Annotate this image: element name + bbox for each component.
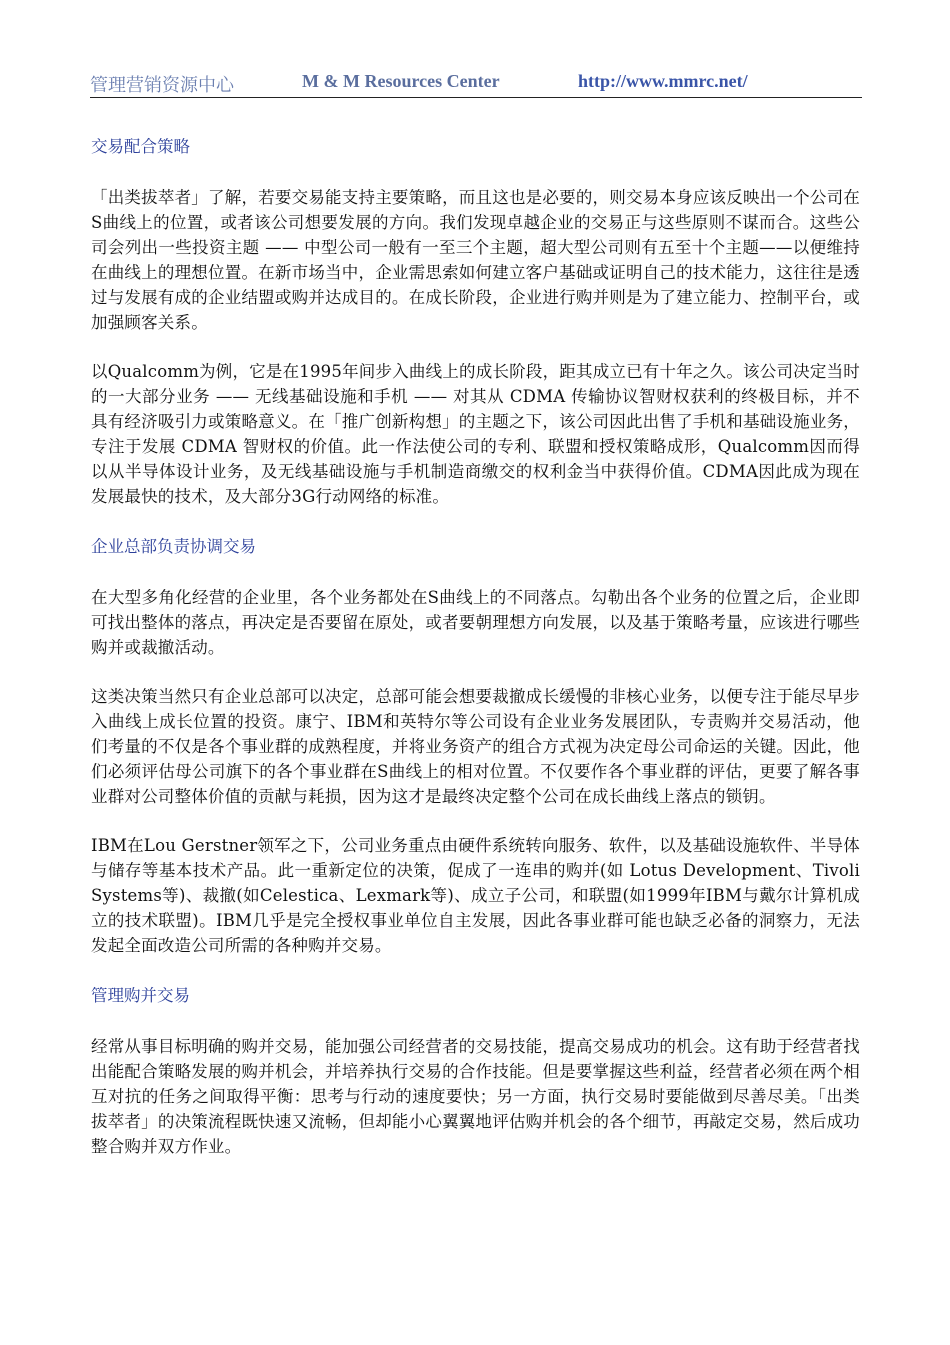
paragraph: 「出类拔萃者」了解，若要交易能支持主要策略，而且这也是必要的，则交易本身应该反映出一个公司在S曲线上的位置，或者该公司想要发展的方向。我们发现卓越企业的交易正与这些原则不谋而合。这些公司会列出一些投资主题 —— 中型公司一般有一至三个主题，超大型公司则有五至十个主题——以便维持在曲线上的理想位置。在新市场当中，企业需思索如何建立客户基础或证明自己的技术能力，这往往是透过与发展有成的企业结盟或购并达成目的。在成长阶段，企业进行购并则是为了建立能力、控制平台，或加强顾客关系。 <box>91 188 860 332</box>
header-en-title: M & M Resources Center <box>302 71 500 91</box>
paragraph: 经常从事目标明确的购并交易，能加强公司经营者的交易技能，提高交易成功的机会。这有助于经营者找出能配合策略发展的购并机会，并培养执行交易的合作技能。但是要掌握这些利益，经营者必须在两个相互对抗的任务之间取得平衡：思考与行动的速度要快；另一方面，执行交易时要能做到尽善尽美。「出类拔萃者」的决策流程既快速又流畅，但却能小心翼翼地评估购并机会的各个细节，再敲定交易，然后成功整合购并双方作业。 <box>91 1037 860 1156</box>
paragraph: IBM在Lou Gerstner领军之下，公司业务重点由硬件系统转向服务、软件，以及基础设施软件、半导体与储存等基本技术产品。此一重新定位的决策，促成了一连串的购并(如 Lotus Development、Tivoli Systems等)、裁撤(如Celestica、Lexmark等)、成立子公司，和联盟(如1999年IBM与戴尔计算机成立的技术联盟)。IBM几乎是完全授权事业单位自主发展，因此各事业群可能也缺乏必备的洞察力，无法发起全面改造公司所需的各种购并交易。 <box>91 836 860 955</box>
section-hq-coordination <box>91 533 860 958</box>
document-body <box>91 133 860 1183</box>
header-url-link[interactable]: http://www.mmrc.net/ <box>578 71 748 91</box>
section-manage-mergers <box>91 982 860 1159</box>
header-cn-title: 管理营销资源中心 <box>90 75 234 96</box>
paragraph: 以Qualcomm为例，它是在1995年间步入曲线上的成长阶段，距其成立已有十年之久。该公司决定当时的一大部分业务 —— 无线基础设施和手机 —— 对其从 CDMA 传输协议智财权获利的终极目标，并不具有经济吸引力或策略意义。在「推广创新构想」的主题之下，该公司因此出售了手机和基础设施业务，专注于发展 CDMA 智财权的价值。此一作法使公司的专利、联盟和授权策略成形，Qualcomm因而得以从半导体设计业务，及无线基础设施与手机制造商缴交的权利金当中获得价值。CDMA因此成为现在发展最快的技术，及大部分3G行动网络的标准。 <box>91 362 860 506</box>
section-deal-strategy <box>91 133 860 509</box>
paragraph: 这类决策当然只有企业总部可以决定，总部可能会想要裁撤成长缓慢的非核心业务，以便专注于能尽早步入曲线上成长位置的投资。康宁、IBM和英特尔等公司设有企业业务发展团队，专责购并交易活动，他们考量的不仅是各个事业群的成熟程度，并将业务资产的组合方式视为决定母公司命运的关键。因此，他们必须评估母公司旗下的各个事业群在S曲线上的相对位置。不仅要作各个事业群的评估，更要了解各事业群对公司整体价值的贡献与耗损，因为这才是最终决定整个公司在成长曲线上落点的锁钥。 <box>91 687 860 806</box>
section-heading: 交易配合策略 <box>91 137 190 156</box>
page-header <box>90 66 862 98</box>
section-heading: 管理购并交易 <box>91 986 190 1005</box>
section-heading: 企业总部负责协调交易 <box>91 537 256 556</box>
paragraph: 在大型多角化经营的企业里，各个业务都处在S曲线上的不同落点。勾勒出各个业务的位置之后，企业即可找出整体的落点，再决定是否要留在原处，或者要朝理想方向发展，以及基于策略考量，应该进行哪些购并或裁撤活动。 <box>91 588 860 657</box>
